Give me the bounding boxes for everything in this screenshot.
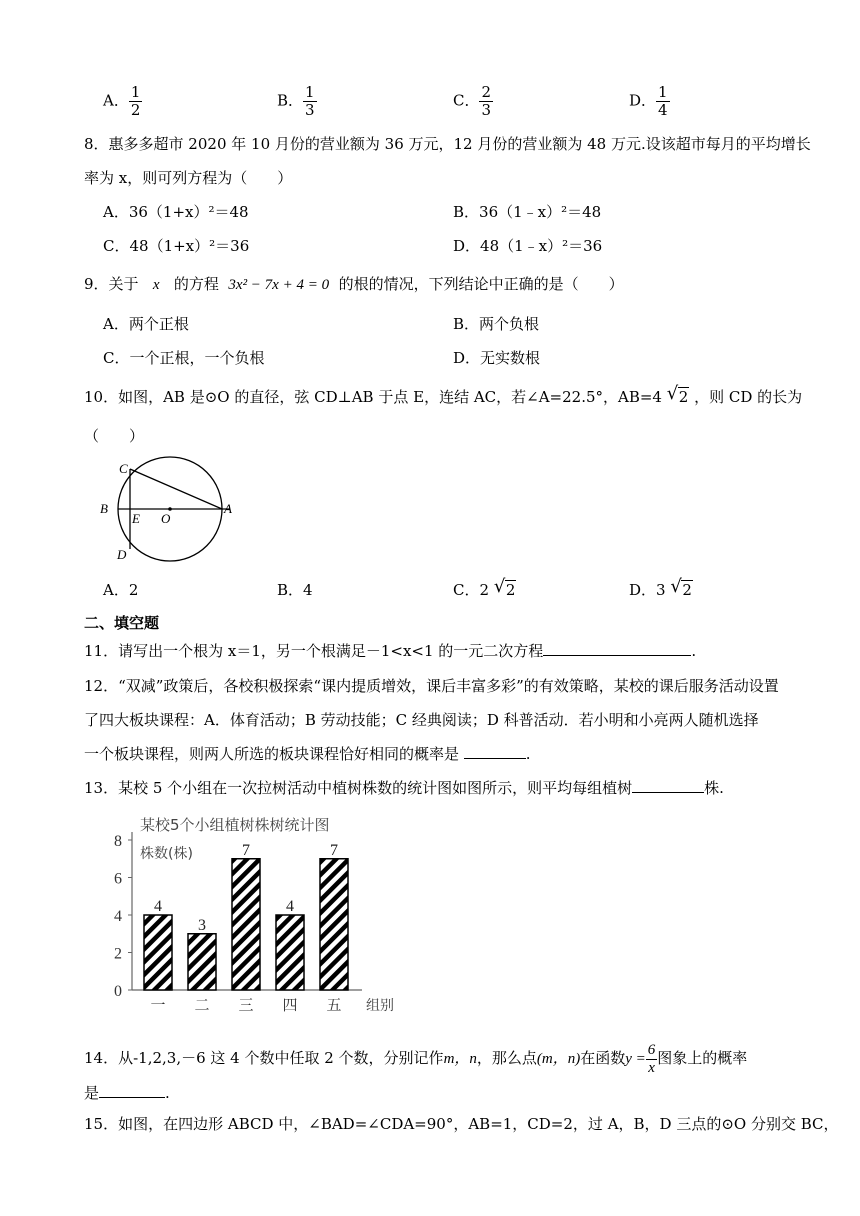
q14-line2: 是 . (84, 1084, 170, 1102)
category-label: 三 (238, 996, 254, 1014)
q7-option-b: B． $\frac{1}{3}$ (277, 83, 315, 119)
q8-option-b: B．36（1﹣x）²＝48 (453, 203, 602, 221)
y-tick-label: 0 (114, 983, 122, 1000)
label-a: A (224, 501, 232, 516)
q15: 15．如图，在四边形 ABCD 中，∠BAD=∠CDA=90°，AB=1，CD=2，过 A，B，D 三点的⊙O 分别交 BC， (84, 1115, 839, 1133)
label-b: B (100, 501, 108, 516)
bar-value-label: 4 (286, 898, 294, 915)
q12-line3: 一个板块课程，则两人所选的板块课程恰好相同的概率是 . (84, 745, 531, 763)
chart-ylabel: 株数(株) (140, 846, 193, 862)
category-label: 二 (194, 996, 210, 1014)
category-label: 五 (326, 996, 342, 1014)
q9-option-b: B．两个负根 (453, 315, 540, 333)
y-tick-label: 8 (114, 833, 122, 850)
section-title-fill-blank: 二、填空题 (84, 614, 160, 632)
q8-line1: 8．惠多多超市 2020 年 10 月份的营业额为 36 万元，12 月份的营业额为 48 万元.设该超市每月的平均增长 (84, 135, 811, 153)
q9-option-a: A．两个正根 (103, 315, 189, 333)
q12-answer-blank (464, 757, 526, 759)
q10-option-d: D．3 √ 2 (629, 576, 692, 599)
q14-line1: 14．从-1,2,3,－6 这 4 个数中任取 2 个数，分别记作m，n，那么点(m，n)在函数y = $\frac{6}{x}$ 图象上的概率 (84, 1041, 748, 1076)
bar-value-label: 7 (242, 841, 250, 859)
q7-option-a: A． $\frac{1}{2}$ (103, 83, 141, 119)
bar-value-label: 7 (330, 841, 338, 859)
category-label: 四 (282, 996, 298, 1014)
q9-stem: 9．关于 x 的方程 3x² − 7x + 4 = 0 的根的情况，下列结论中正确的是（ ） (84, 275, 624, 293)
y-tick-label: 6 (114, 870, 122, 888)
label-d: D (117, 547, 127, 562)
q12-line2: 了四大板块课程：A．体育活动；B 劳动技能；C 经典阅读；D 科普活动．若小明和小亮两人随机选择 (84, 711, 759, 729)
bar (144, 915, 172, 990)
tree-planting-bar-chart (104, 808, 414, 1020)
bar (188, 934, 216, 990)
q8-line2: 率为 x，则可列方程为（ ） (84, 169, 293, 187)
bar (276, 915, 304, 990)
q7-option-d: D． $\frac{1}{4}$ (629, 83, 668, 119)
y-tick-label: 4 (114, 908, 122, 925)
q10-option-c: C．2 √ 2 (453, 576, 516, 599)
bar (320, 859, 348, 990)
chart-title: 某校5个小组植树株树统计图 (140, 816, 330, 834)
bar (232, 859, 260, 990)
label-e: E (132, 511, 140, 526)
q8-option-d: D．48（1﹣x）²＝36 (453, 237, 603, 255)
segment-ac (130, 469, 222, 509)
q9-equation: 3x² − 7x + 4 = 0 (228, 277, 330, 293)
label-c: C (119, 461, 128, 476)
bar-value-label: 4 (154, 898, 162, 915)
label-o: O (161, 511, 171, 526)
q12-line1: 12．“双减”政策后，各校积极探索“课内提质增效，课后丰富多彩”的有效策略，某校的课后服务活动设置 (84, 677, 779, 695)
q7-option-c: C． $\frac{2}{3}$ (453, 83, 492, 119)
q8-option-c: C．48（1+x）²＝36 (103, 237, 250, 255)
bar-value-label: 3 (198, 916, 206, 934)
q9-option-d: D．无实数根 (453, 349, 541, 367)
q13-answer-blank (632, 791, 704, 793)
q13: 13．某校 5 个小组在一次拉树活动中植树株数的统计图如图所示，则平均每组植树 株. (84, 779, 724, 797)
q11: 11．请写出一个根为 x＝1，另一个根满足－1<x<1 的一元二次方程 . (84, 642, 697, 660)
q14-answer-blank (99, 1096, 165, 1098)
q10-line1: 10．如图，AB 是⊙O 的直径，弦 CD⊥AB 于点 E，连结 AC，若∠A=22.5°，AB=4 √ 2 ，则 CD 的长为 (84, 383, 803, 406)
chart-xlabel: 组别 (366, 998, 394, 1014)
y-tick-label: 2 (114, 945, 122, 963)
q10-option-a: A．2 (103, 581, 139, 599)
category-label: 一 (150, 996, 166, 1014)
q10-line2: （ ） (84, 427, 145, 445)
circle-figure (95, 455, 245, 567)
q8-option-a: A．36（1+x）²＝48 (103, 203, 249, 221)
q9-option-c: C．一个正根，一个负根 (103, 349, 265, 367)
q11-answer-blank (543, 654, 691, 656)
q10-option-b: B．4 (277, 581, 313, 599)
